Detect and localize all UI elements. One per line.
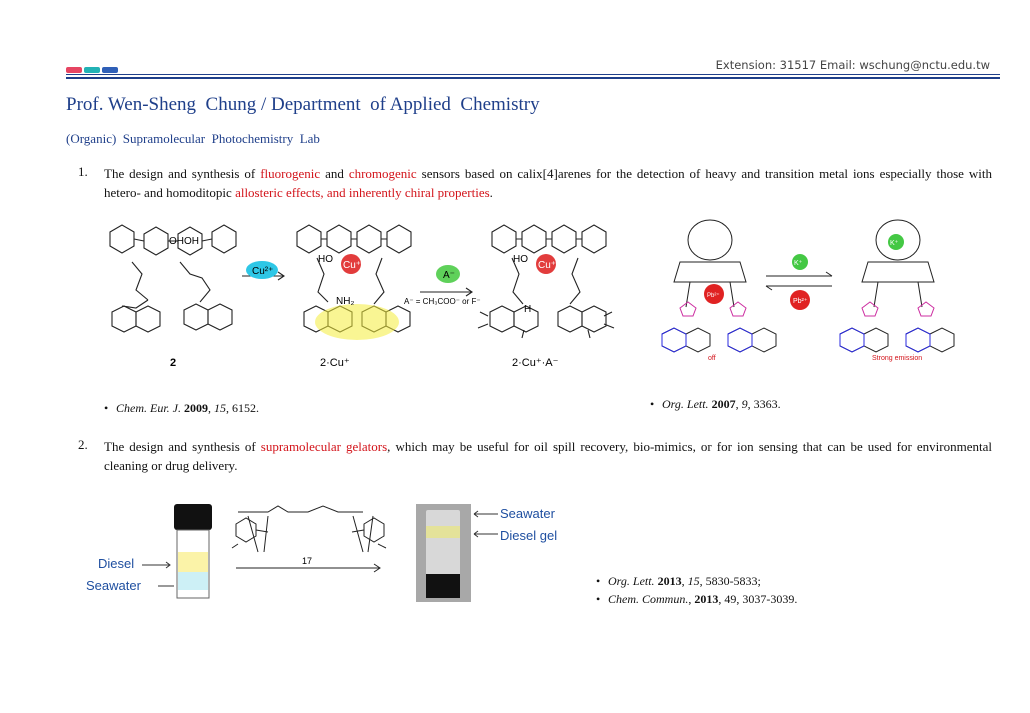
reference-chem-commun: • Chem. Commun., 2013, 49, 3037-3039. (596, 592, 798, 606)
contact-info: Extension: 31517 Email: wschung@nctu.edu.tw (715, 58, 990, 72)
ohoh-label: OHOH (169, 236, 199, 247)
item-1-seg-4: sensors based on calix[4]arenes for the detection of heavy and transition metal ions especially those with hetero- and homoditopic (104, 166, 993, 200)
item-1-seg-0: The design and synthesis of (104, 166, 261, 181)
photo-diesel-gel-band (426, 526, 460, 538)
gelator-17-structure (228, 498, 393, 576)
photo-diesel-gel-label: Diesel gel (500, 528, 558, 543)
off-label: off (708, 355, 716, 362)
bar-blue (102, 67, 118, 73)
header-rule-thick (66, 77, 1000, 79)
seawater-label: Seawater (86, 578, 141, 593)
photo-pointers (470, 508, 502, 540)
item-1-seg-1: fluorogenic (260, 166, 321, 181)
item-1-seg-6: . (489, 185, 493, 200)
ho-label: HO (318, 254, 333, 265)
item-1-seg-3: chromogenic (348, 166, 417, 181)
potassium-lead-switch-scheme (650, 212, 970, 372)
item-2-seg-0: The design and synthesis of (104, 439, 261, 454)
item-1-seg-2: and (320, 166, 349, 181)
item-1-seg-5: allosteric effects, and inherently chiral properties (235, 185, 490, 200)
item-2-number: 2. (78, 437, 88, 452)
cu-reagent-label: Cu²⁺ (252, 266, 274, 277)
strong-emission-label: Strong emission (872, 355, 923, 362)
nh2-label: NH₂ (336, 296, 355, 307)
seawater-layer (178, 572, 208, 590)
label-pointers (140, 558, 180, 594)
diesel-label: Diesel (98, 556, 135, 571)
reference-org-lett-2013: • Org. Lett. 2013, 15, 5830-5833; (596, 574, 761, 588)
vial-cap (174, 504, 212, 530)
h-label: H (524, 304, 532, 315)
decorative-color-bars (66, 60, 120, 78)
copper-sensor-scheme (92, 212, 647, 382)
cu-ion-label-2: Cu⁺ (538, 260, 557, 271)
calixarene-2-cu-anion-complex-structure (478, 225, 614, 338)
cu-ion-label: Cu⁺ (343, 260, 362, 271)
ho-label-2: HO (513, 254, 528, 265)
item-2-text (104, 437, 992, 475)
pb-ion-label: Pb²⁺ (707, 293, 720, 299)
lab-subtitle: (Organic) Supramolecular Photochemistry Lab (66, 131, 320, 146)
header-rule-thin (66, 74, 1000, 75)
compound-2cu-label: 2·Cu⁺ (320, 357, 350, 369)
page-title: Prof. Wen-Sheng Chung / Department of Applied Chemistry (66, 94, 540, 115)
k-ion-label: K⁺ (890, 240, 899, 247)
item-1-text (104, 164, 992, 202)
highlight-glow (315, 304, 399, 340)
reference-chem-eur-j: • Chem. Eur. J. 2009, 15, 6152. (104, 401, 259, 415)
bar-teal (84, 67, 100, 73)
item-2-seg-2: , which may be useful for oil spill recovery, bio-mimics, or for ion sensing that can be used for environmental cleaning or drug delivery. (104, 439, 992, 473)
bar-pink (66, 67, 82, 73)
k-reagent-label: K⁺ (794, 260, 803, 267)
diesel-layer (178, 552, 208, 572)
gel-vial-photo (416, 504, 471, 602)
anion-definition: A⁻ = CH₃COO⁻ or F⁻ (404, 297, 481, 306)
compound-2cua-label: 2·Cu⁺·A⁻ (512, 357, 559, 369)
item-2-seg-1: supramolecular gelators (260, 439, 388, 454)
item-1-number: 1. (78, 164, 88, 179)
photo-seawater-label: Seawater (500, 506, 555, 521)
pb-reagent-label: Pb²⁺ (793, 298, 808, 305)
photo-dark-bottom (426, 574, 460, 598)
compound-2-label: 2 (170, 357, 177, 369)
anion-reagent-label: A⁻ (443, 270, 455, 281)
reference-org-lett-2007: • Org. Lett. 2007, 9, 3363. (650, 397, 781, 411)
compound-17-label: 17 (302, 556, 313, 566)
